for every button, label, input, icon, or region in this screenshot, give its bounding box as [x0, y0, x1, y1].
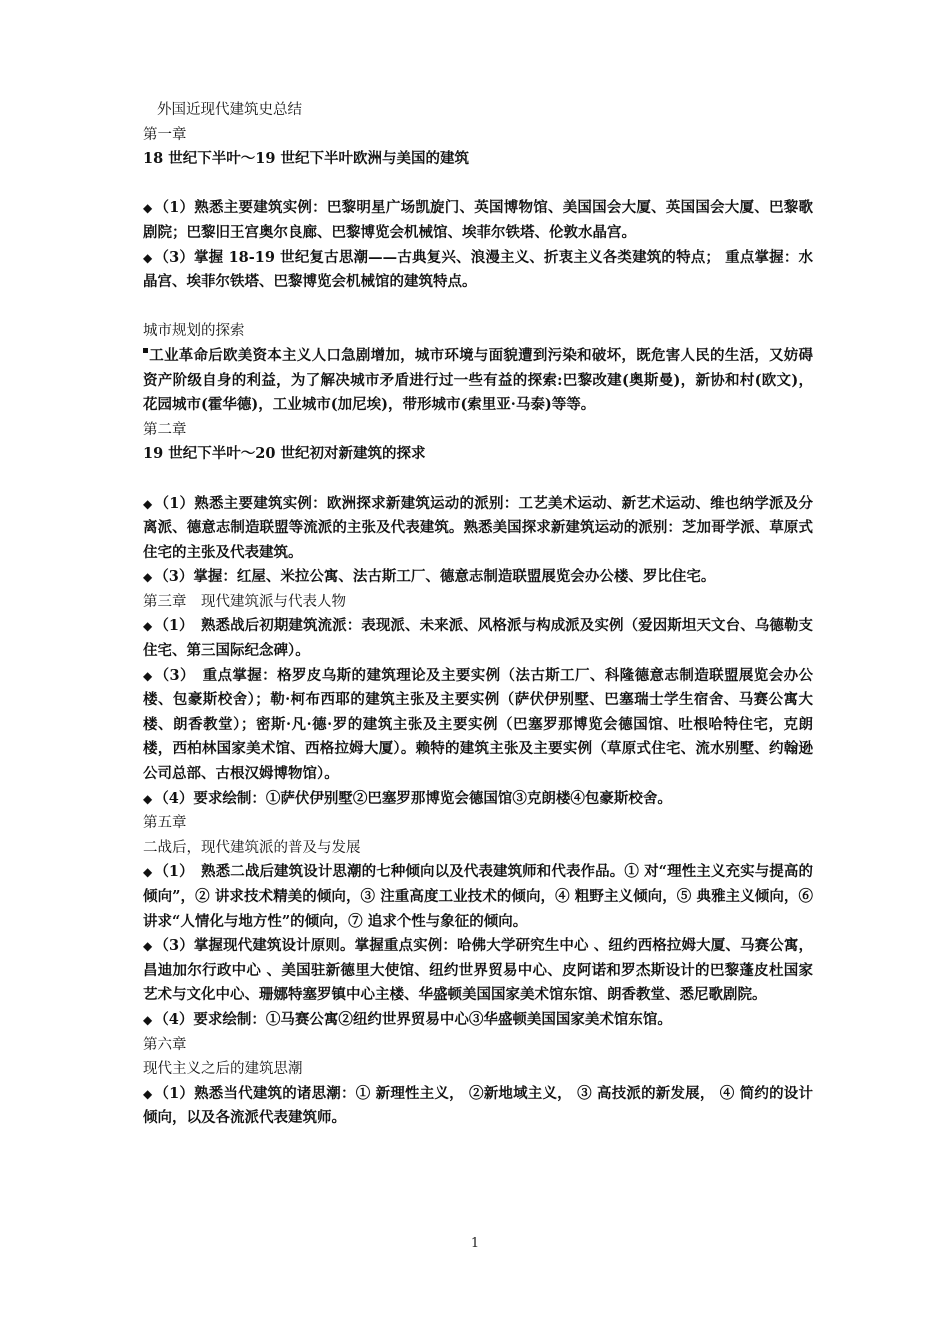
chapter-2-item-1-text: （1）熟悉主要建筑实例：欧洲探求新建筑运动的派别：工艺美术运动、新艺术运动、维也纳学派及分离派、德意志制造联盟等流派的主张及代表建筑。熟悉美国探求新建筑运动的派别：芝加哥学派、草原式住宅的主张及代表建筑。 [143, 494, 813, 561]
chapter-3-item-3-text: （3） 重点掌握：格罗皮乌斯的建筑理论及主要实例（法古斯工厂、科隆德意志制造联盟展览会办公楼、包豪斯校舍）；勒·柯布西耶的建筑主张及主要实例（萨伏伊别墅、巴塞瑞士学生宿舍、马赛公寓大楼、朗香教堂）；密斯·凡·德·罗的建筑主张及主要实例（巴塞罗那博览会德国馆、吐根哈特住宅，克朗楼，西柏林国家美术馆、西格拉姆大厦）。赖特的建筑主张及主要实例（草原式住宅、流水别墅、约翰逊公司总部、古根汉姆博物馆）。 [143, 666, 813, 783]
urban-planning-text [143, 344, 813, 418]
chapter-2-item-3 [143, 565, 813, 590]
chapter-3-item-4-text: （4）要求绘制：①萨伏伊别墅②巴塞罗那博览会德国馆③克朗楼④包豪斯校舍。 [154, 789, 672, 807]
spacer [143, 467, 813, 492]
chapter-1-subtitle: 18 世纪下半叶～19 世纪下半叶欧洲与美国的建筑 [143, 150, 469, 168]
chapter-2-subtitle: 19 世纪下半叶～20 世纪初对新建筑的探求 [143, 445, 426, 463]
chapter-5-heading: 第五章 [143, 815, 187, 832]
chapter-2-item-1 [143, 492, 813, 566]
chapter-1-item-3 [143, 246, 813, 295]
chapter-3-item-3 [143, 664, 813, 787]
square-bullet-icon [143, 348, 148, 353]
diamond-bullet-icon: ◆ [143, 1012, 153, 1027]
chapter-3-heading: 第三章 现代建筑派与代表人物 [143, 593, 346, 610]
diamond-bullet-icon: ◆ [143, 619, 153, 634]
diamond-bullet-icon: ◆ [143, 791, 153, 806]
chapter-6-heading: 第六章 [143, 1036, 187, 1053]
chapter-1-item-1-text: （1）熟悉主要建筑实例：巴黎明星广场凯旋门、英国博物馆、美国国会大厦、英国国会大厦、巴黎歌剧院；巴黎旧王宫奥尔良廊、巴黎博览会机械馆、埃菲尔铁塔、伦敦水晶宫。 [143, 199, 813, 241]
diamond-bullet-icon: ◆ [143, 865, 153, 880]
chapter-3-item-1-text: （1） 熟悉战后初期建筑流派：表现派、未来派、风格派与构成派及实例（爱因斯坦天文台、乌德勒支住宅、第三国际纪念碑）。 [143, 617, 813, 660]
diamond-bullet-icon: ◆ [143, 1086, 153, 1101]
document-body [143, 98, 813, 1131]
diamond-bullet-icon: ◆ [143, 939, 153, 954]
chapter-1-item-1 [143, 196, 813, 245]
page-number: 1 [470, 1236, 480, 1251]
diamond-bullet-icon: ◆ [143, 570, 153, 585]
chapter-5-subtitle: 二战后，现代建筑派的普及与发展 [143, 839, 361, 856]
chapter-1-heading: 第一章 [143, 126, 187, 143]
document-title: 外国近现代建筑史总结 [157, 102, 302, 118]
diamond-bullet-icon: ◆ [143, 668, 153, 683]
spacer [143, 172, 813, 197]
urban-planning-heading: 城市规划的探索 [143, 323, 245, 340]
chapter-1-item-3-text: （3）掌握 18-19 世纪复古思潮——古典复兴、浪漫主义、折衷主义各类建筑的特点； 重点掌握：水晶宫、埃菲尔铁塔、巴黎博览会机械馆的建筑特点。 [143, 248, 813, 291]
chapter-3-item-1 [143, 614, 813, 663]
spacer [143, 295, 813, 320]
chapter-5-item-1 [143, 860, 813, 934]
chapter-6-item-1-text: （1）熟悉当代建筑的诸思潮：① 新理性主义， ②新地域主义， ③ 高技派的新发展， ④ 简约的设计倾向，以及各流派代表建筑师。 [143, 1084, 813, 1127]
chapter-5-item-4 [143, 1008, 813, 1033]
chapter-5-item-4-text: （4）要求绘制：①马赛公寓②纽约世界贸易中心③华盛顿美国国家美术馆东馆。 [154, 1010, 672, 1028]
chapter-2-heading: 第二章 [143, 421, 187, 438]
chapter-5-item-1-text: （1） 熟悉二战后建筑设计思潮的七种倾向以及代表建筑师和代表作品。① 对“理性主义充实与提高的倾向”，② 讲求技术精美的倾向，③ 注重高度工业技术的倾向，④ 粗野主义倾向，⑤ 典雅主义倾向，⑥ 讲求“人情化与地方性”的倾向，⑦ 追求个性与象征的倾向。 [143, 863, 813, 930]
diamond-bullet-icon: ◆ [143, 250, 153, 265]
chapter-6-item-1 [143, 1082, 813, 1131]
chapter-5-item-3-text: （3）掌握现代建筑设计原则。掌握重点实例：哈佛大学研究生中心 、纽约西格拉姆大厦、马赛公寓，昌迪加尔行政中心 、美国驻新德里大使馆、纽约世界贸易中心、皮阿诺和罗杰斯设计的巴黎蓬皮杜国家艺术与文化中心、珊娜特塞罗镇中心主楼、华盛顿美国国家美术馆东馆、朗香教堂、悉尼歌剧院。 [143, 937, 813, 1004]
diamond-bullet-icon: ◆ [143, 496, 153, 511]
chapter-5-item-3 [143, 934, 813, 1008]
chapter-6-subtitle: 现代主义之后的建筑思潮 [143, 1061, 303, 1078]
diamond-bullet-icon: ◆ [143, 201, 153, 216]
chapter-3-item-4 [143, 787, 813, 812]
chapter-2-item-3-text: （3）掌握：红屋、米拉公寓、法古斯工厂、德意志制造联盟展览会办公楼、罗比住宅。 [154, 568, 716, 586]
urban-planning-text-body: 工业革命后欧美资本主义人口急剧增加，城市环境与面貌遭到污染和破坏，既危害人民的生活，又妨碍资产阶级自身的利益，为了解决城市矛盾进行过一些有益的探索:巴黎改建(奥斯曼)，新协和村(欧文)，花园城市(霍华德)，工业城市(加尼埃)，带形城市(索里亚·马泰)等等。 [143, 346, 813, 414]
